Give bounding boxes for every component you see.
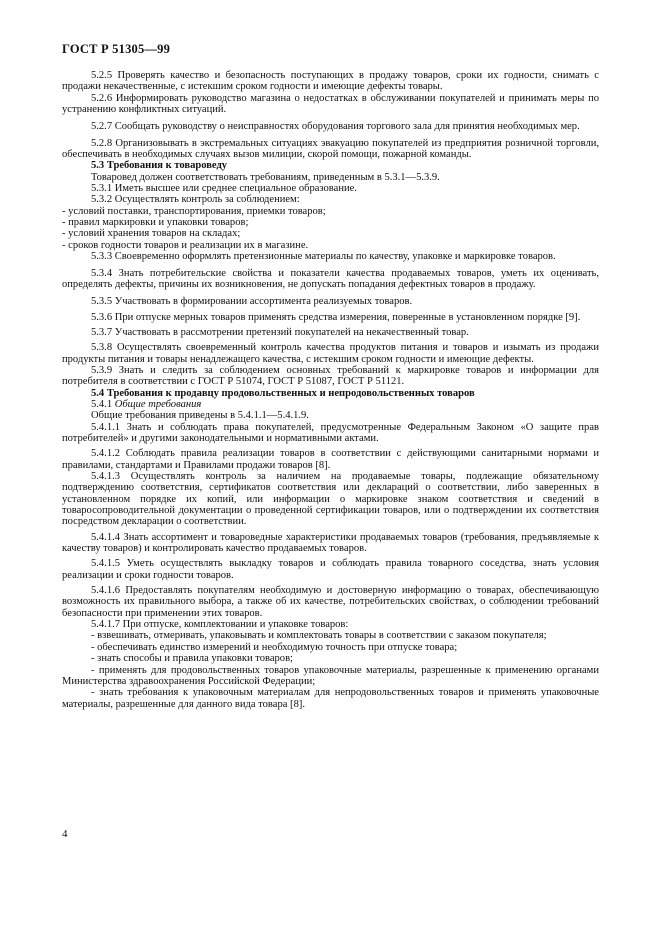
paragraph: 5.3.5 Участвовать в формировании ассортимента реализуемых товаров. <box>91 296 413 308</box>
paragraph: 5.4.1.4 Знать ассортимент и товароведные характеристики продаваемых товаров (требования, предъявляемые к качеству товаров) и контролировать качество продаваемых товаров. <box>62 531 599 555</box>
list-item: - знать способы и правила упаковки товаров; <box>91 653 293 665</box>
paragraph: 5.3.6 При отпуске мерных товаров применять средства измерения, поверенные в установленном порядке [9]. <box>91 311 581 323</box>
list-item: - правил маркировки и упаковки товаров; <box>62 217 249 229</box>
paragraph: 5.2.7 Сообщать руководству о неисправностях оборудования торгового зала для принятия необходимых мер. <box>91 120 580 132</box>
paragraph: 5.4.1.6 Предоставлять покупателям необходимую и достоверную информацию о товарах, обеспечивающую возможность их правильного выбора, а также об их качестве, потребительских свойствах, о соблюдении требований безопасности при применении этих товаров. <box>62 585 599 619</box>
section-heading: 5.3 Требования к товароведу <box>91 160 228 172</box>
list-item: - взвешивать, отмеривать, упаковывать и комплектовать товары в соответствии с заказом покупателя; <box>91 630 547 642</box>
paragraph: 5.3.2 Осуществлять контроль за соблюдением: <box>91 194 300 206</box>
paragraph: 5.2.8 Организовывать в экстремальных ситуациях эвакуацию покупателей из предприятия розничной торговли, обеспечивать в необходимых случаях вызов милиции, скорой помощи, пожарной команды. <box>62 137 599 161</box>
paragraph: Общие требования приведены в 5.4.1.1—5.4.1.9. <box>91 410 309 422</box>
paragraph: 5.4.1.1 Знать и соблюдать права покупателей, предусмотренные Федеральным Законом «О защите прав потребителей» и другими законодательными и нормативными актами. <box>62 421 599 444</box>
section-heading: 5.4 Требования к продавцу продовольственных и непродовольственных товаров <box>91 387 475 399</box>
subsection-title: Общие требования <box>114 398 202 410</box>
page-number: 4 <box>62 828 68 840</box>
paragraph: 5.3.8 Осуществлять своевременный контроль качества продуктов питания и товаров и изымать из продажи продукты питания и товары ненадлежащего качества, с истекшим сроком годности и имеющие дефекты. <box>62 342 599 365</box>
list-item: - обеспечивать единство измерений и необходимую точность при отпуске товара; <box>91 641 458 653</box>
paragraph: 5.3.3 Своевременно оформлять претензионные материалы по качеству, упаковке и маркировке товаров. <box>91 251 556 263</box>
paragraph: 5.4.1.5 Уметь осуществлять выкладку товаров и соблюдать правила товарного соседства, знать условия реализации и сроки годности товаров. <box>62 558 599 581</box>
paragraph: 5.2.6 Информировать руководство магазина о недостатках в обслуживании покупателей и принимать меры по устранению конфликтных ситуаций. <box>62 92 599 116</box>
list-item: - условий поставки, транспортирования, приемки товаров; <box>62 205 326 217</box>
paragraph: 5.4.1.7 При отпуске, комплектовании и упаковке товаров: <box>91 619 349 631</box>
paragraph: 5.2.5 Проверять качество и безопасность поступающих в продажу товаров, сроки их годности, снимать с продажи некачественные, с истекшим сроком годности и имеющие дефекты товары. <box>62 70 599 93</box>
list-item: - сроков годности товаров и реализации их в магазине. <box>62 239 309 251</box>
paragraph: 5.3.4 Знать потребительские свойства и показатели качества продаваемых товаров, уметь их оценивать, определять дефекты, причины их возникновения, не допускать попадания дефектных товаров в продажу. <box>62 268 599 291</box>
list-item: - применять для продовольственных товаров упаковочные материалы, разрешенные к применению органами Министерства здравоохранения Российской Федерации; <box>62 664 599 687</box>
paragraph: 5.3.9 Знать и следить за соблюдением основных требований к маркировке товаров и информации для потребителя в соответствии с ГОСТ Р 51074, ГОСТ Р 51087, ГОСТ Р 51121. <box>62 364 599 388</box>
paragraph: 5.3.1 Иметь высшее или среднее специальное образование. <box>91 183 357 195</box>
paragraph: 5.4.1.3 Осуществлять контроль за наличием на продаваемые товары, подлежащие обязательному подтверждению соответствия, сертификатов соответствия или деклараций о соответствии, либо заверенных в установленном порядке их копий, или информации о маркировке знаком соответствия и сведений в товаросопроводительной документации о проведенной сертификации товаров, или о подтверждении их соответствия посредством декларации о соответствии. <box>62 471 599 528</box>
list-item: - условий хранения товаров на складах; <box>62 228 241 240</box>
subsection-number: 5.4.1 <box>91 398 113 410</box>
paragraph: Товаровед должен соответствовать требованиям, приведенным в 5.3.1—5.3.9. <box>91 171 440 183</box>
list-item: - знать требования к упаковочным материалам для непродовольственных товаров и применять упаковочные материалы, разрешенные для данного вида товара [8]. <box>62 687 599 710</box>
document-body <box>62 70 599 710</box>
subsection-heading <box>62 399 599 410</box>
paragraph: 5.4.1.2 Соблюдать правила реализации товаров в соответствии с действующими санитарными нормами и правилами, стандартами и Правилами продажи товаров [8]. <box>62 448 599 471</box>
document-header: ГОСТ Р 51305—99 <box>62 42 171 56</box>
paragraph: 5.3.7 Участвовать в рассмотрении претензий покупателей на некачественный товар. <box>91 326 469 338</box>
